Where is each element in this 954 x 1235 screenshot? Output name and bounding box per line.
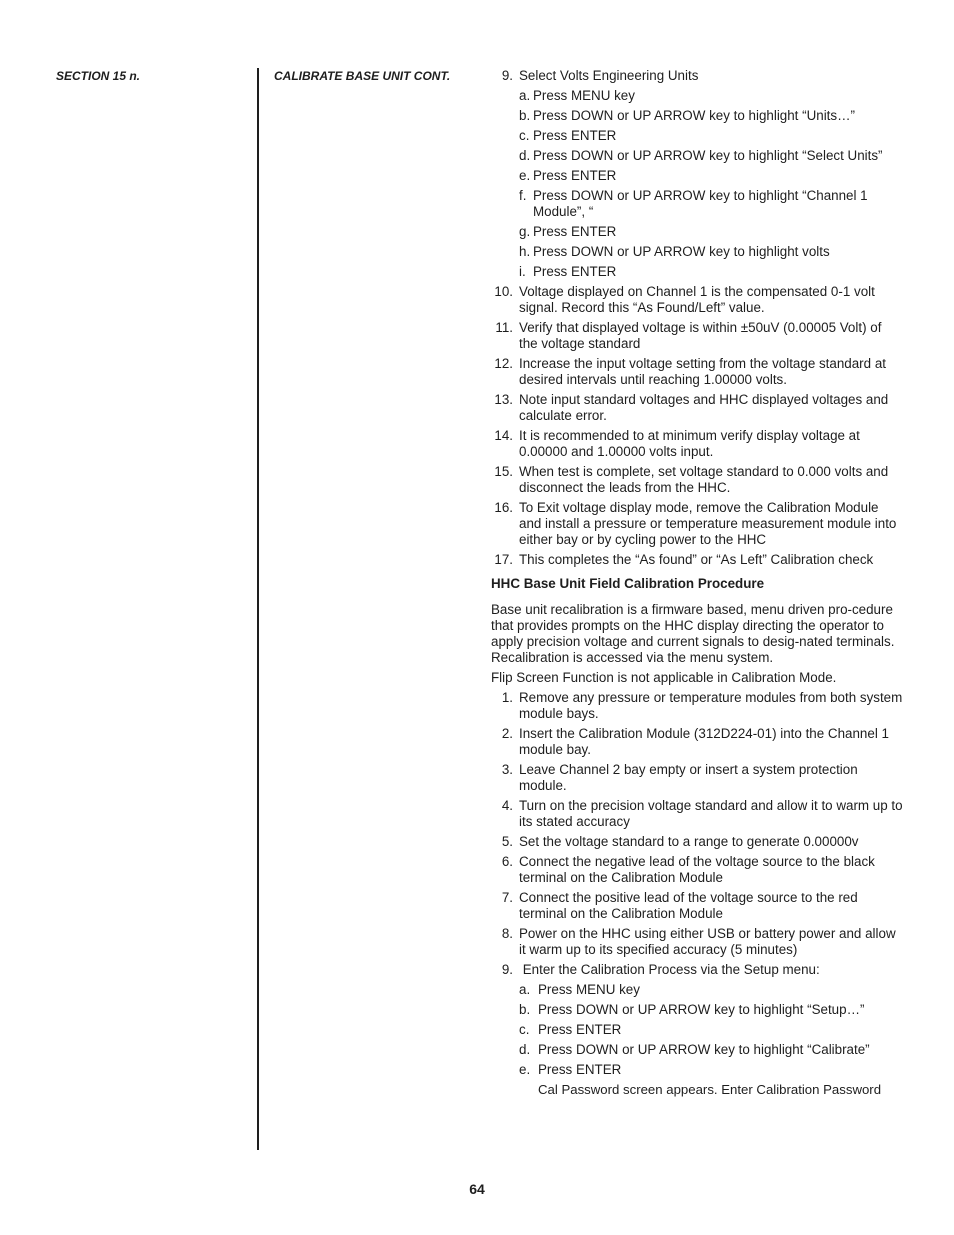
substep-letter: d. (519, 1042, 531, 1057)
substep-text: Press DOWN or UP ARROW key to highlight “Channel 1 Module”, “ (533, 188, 868, 219)
substep (491, 1042, 903, 1058)
substep-text: Press DOWN or UP ARROW key to highlight volts (533, 244, 830, 259)
step (491, 428, 903, 460)
substep (491, 88, 903, 104)
step-text: It is recommended to at minimum verify display voltage at 0.00000 and 1.00000 volts input. (519, 428, 860, 459)
substep (491, 244, 903, 260)
substep-letter: e. (519, 1062, 531, 1077)
step (491, 500, 903, 548)
steps-10-17 (491, 284, 903, 568)
step-text: To Exit voltage display mode, remove the Calibration Module and install a pressure or temperature measurement module into either bay or by cycling power to the HHC (519, 500, 897, 547)
step-number: 13. (494, 392, 513, 407)
substep-text: Press MENU key (538, 982, 640, 997)
substep-text: Press DOWN or UP ARROW key to highlight “Units…” (533, 108, 855, 123)
step-number: 6. (501, 854, 513, 869)
step-number: 14. (494, 428, 513, 443)
step-9b-substeps (491, 982, 903, 1078)
step-number: 5. (501, 834, 513, 849)
step-number: 16. (494, 500, 513, 515)
substep-letter: c. (519, 1022, 530, 1037)
step-text: Insert the Calibration Module (312D224-01) into the Channel 1 module bay. (519, 726, 889, 757)
step-text: Increase the input voltage setting from the voltage standard at desired intervals until reaching 1.00000 volts. (519, 356, 886, 387)
step-number: 17. (494, 552, 513, 567)
flip-screen-note: Flip Screen Function is not applicable in Calibration Mode. (491, 670, 837, 685)
step-text: Connect the positive lead of the voltage source to the red terminal on the Calibration Module (519, 890, 858, 921)
substep-text: Press ENTER (533, 264, 617, 279)
substep-letter: a. (519, 88, 531, 103)
step-9-substeps (491, 88, 903, 280)
substep (491, 168, 903, 184)
step-9b (491, 962, 903, 978)
substep (491, 224, 903, 240)
substep-text: Press ENTER (533, 128, 617, 143)
step (491, 834, 903, 850)
step-number: 3. (501, 762, 513, 777)
step-text: Enter the Calibration Process via the Setup menu: (519, 962, 820, 977)
substep-letter: e. (519, 168, 531, 183)
substep-text: Press MENU key (533, 88, 635, 103)
content-column (491, 68, 903, 1102)
substep-text: Press DOWN or UP ARROW key to highlight “Select Units” (533, 148, 883, 163)
step-text: Voltage displayed on Channel 1 is the compensated 0-1 volt signal. Record this “As Found/Left” value. (519, 284, 875, 315)
step-number: 12. (494, 356, 513, 371)
step (491, 284, 903, 316)
step (491, 356, 903, 388)
step-text: Verify that displayed voltage is within ±50uV (0.00005 Volt) of the voltage standard (519, 320, 882, 351)
substep (491, 264, 903, 280)
step-number: 2. (501, 726, 513, 741)
step-text: Power on the HHC using either USB or battery power and allow it warm up to its specified accuracy (5 minutes) (519, 926, 896, 957)
step (491, 690, 903, 722)
step (491, 552, 903, 568)
substep-text: Press ENTER (538, 1022, 622, 1037)
step (491, 762, 903, 794)
step-number: 9. (501, 68, 513, 83)
substep (491, 1022, 903, 1038)
step-text: Turn on the precision voltage standard and allow it to warm up to its stated accuracy (519, 798, 903, 829)
substep (491, 1062, 903, 1078)
step (491, 890, 903, 922)
step-number: 15. (494, 464, 513, 479)
vertical-divider (257, 68, 259, 1150)
substep (491, 1002, 903, 1018)
step (491, 854, 903, 886)
substep-letter: d. (519, 148, 531, 163)
page-number: 64 (469, 1181, 485, 1197)
step-number: 4. (501, 798, 513, 813)
subsection-label: CALIBRATE BASE UNIT CONT. (274, 69, 451, 83)
step-text: This completes the “As found” or “As Left” Calibration check (519, 552, 874, 567)
section-label: SECTION 15 n. (56, 69, 141, 83)
step-9 (491, 68, 903, 84)
step-text: Note input standard voltages and HHC displayed voltages and calculate error. (519, 392, 889, 423)
substep-letter: i. (519, 264, 526, 279)
substep (491, 148, 903, 164)
step (491, 926, 903, 958)
step-text: Connect the negative lead of the voltage source to the black terminal on the Calibration Module (519, 854, 875, 885)
substep-letter: h. (519, 244, 531, 259)
step (491, 726, 903, 758)
substep (491, 982, 903, 998)
step-number: 10. (494, 284, 513, 299)
password-note: Cal Password screen appears. Enter Calibration Password (538, 1082, 882, 1097)
substep-letter: a. (519, 982, 531, 997)
step (491, 392, 903, 424)
step (491, 464, 903, 496)
substep-text: Press ENTER (533, 224, 617, 239)
step-text: Set the voltage standard to a range to generate 0.00000v (519, 834, 859, 849)
substep (491, 108, 903, 124)
step (491, 798, 903, 830)
substep-letter: f. (519, 188, 527, 203)
substep-text: Press DOWN or UP ARROW key to highlight “Setup…” (538, 1002, 865, 1017)
step (491, 320, 903, 352)
step-text: Remove any pressure or temperature modules from both system module bays. (519, 690, 903, 721)
procedure-heading: HHC Base Unit Field Calibration Procedure (491, 576, 765, 591)
step-number: 7. (501, 890, 513, 905)
step-number: 1. (501, 690, 513, 705)
substep-text: Press ENTER (533, 168, 617, 183)
substep-letter: c. (519, 128, 530, 143)
substep-text: Press ENTER (538, 1062, 622, 1077)
step-number: 9. (501, 962, 513, 977)
substep-text: Press DOWN or UP ARROW key to highlight “Calibrate” (538, 1042, 870, 1057)
substep (491, 128, 903, 144)
substep-letter: b. (519, 1002, 531, 1017)
step-text: Leave Channel 2 bay empty or insert a system protection module. (519, 762, 858, 793)
intro-paragraph: Base unit recalibration is a firmware based, menu driven pro-cedure that provides prompts on the HHC display directing the operator to apply precision voltage and current signals to desig-nated terminals. Recalibration is accessed via the menu system. (491, 602, 895, 665)
substep-letter: b. (519, 108, 531, 123)
step-text: When test is complete, set voltage standard to 0.000 volts and disconnect the leads from the HHC. (519, 464, 889, 495)
substep (491, 188, 903, 220)
step-number: 11. (495, 320, 513, 335)
steps-1-8 (491, 690, 903, 958)
step-text: Select Volts Engineering Units (519, 68, 699, 83)
substep-letter: g. (519, 224, 531, 239)
step-number: 8. (501, 926, 513, 941)
